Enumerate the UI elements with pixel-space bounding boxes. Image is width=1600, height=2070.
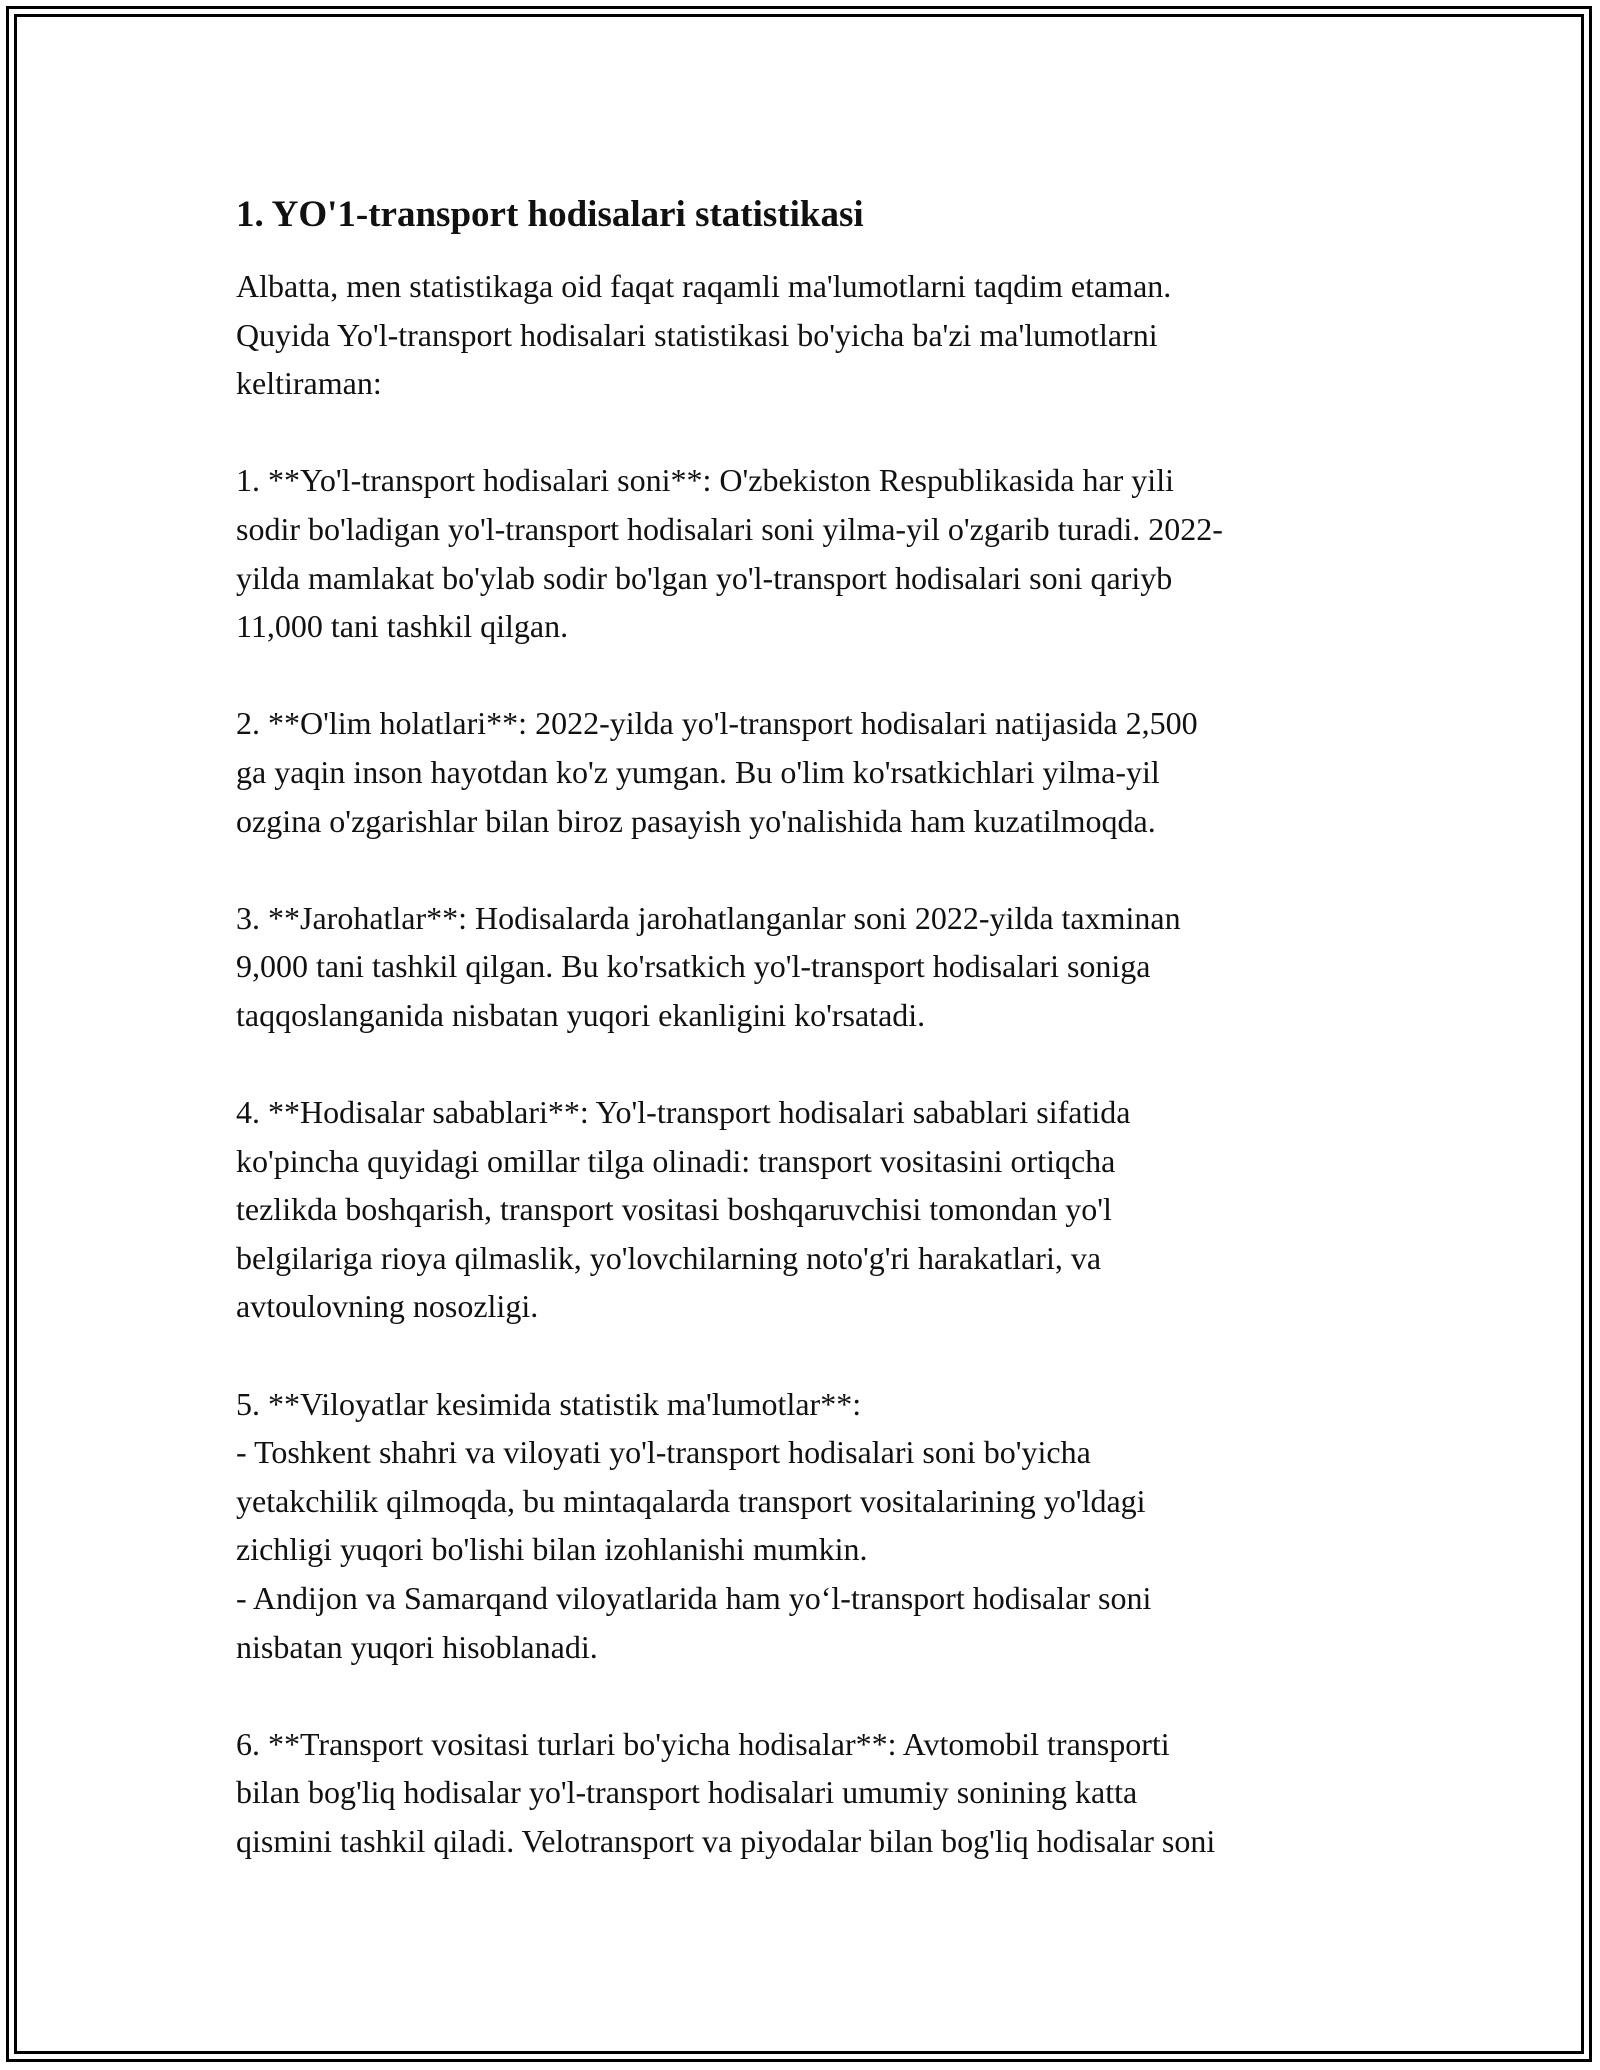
paragraph-item-6: 6. **Transport vositasi turlari bo'yicha hodisalar**: Avtomobil transporti bilan bog'liq hodisalar yo'l-transport hodisalari umumiy sonining katta qismini tashkil qiladi. Velotransport va piyodalar bilan bog'liq hodisalar soni [236, 1725, 1216, 1859]
document-title: 1. YO'1-transport hodisalari statistikasi [236, 194, 864, 235]
paragraph-item-1: 1. **Yo'l-transport hodisalari soni**: O'zbekiston Respublikasida har yili sodir bo'ladigan yo'l-transport hodisalari soni yilma-yil o'zgarib turadi. 2022- yilda mamlakat bo'ylab sodir bo'lgan yo'l-transport hodisalari soni qariyb 11,000 tani tashkil qilgan. [236, 462, 1223, 645]
paragraph-gap [236, 1671, 1386, 1720]
paragraph-item-4: 4. **Hodisalar sabablari**: Yo'l-transport hodisalari sabablari sifatida ko'pincha quyidagi omillar tilga olinadi: transport vositasini ortiqcha tezlikda boshqarish, transport vositasi boshqaruvchisi tomondan yo'l belgilariga rioya qilmaslik, yo'lovchilarning noto'g'ri harakatlari, va avtoulovning nosozligi. [236, 1094, 1131, 1325]
paragraph-gap [236, 651, 1386, 700]
paragraph-item-5: 5. **Viloyatlar kesimida statistik ma'lumotlar**: - Toshkent shahri va viloyati yo'l-transport hodisalari soni bo'yicha yetakchilik qilmoqda, bu mintaqalarda transport vositalarining yo'ldagi zichligi yuqori bo'lishi bilan izohlanishi mumkin. - Andijon va Samarqand viloyatlarida ham yo‘l-transport hodisalar soni nisbatan yuqori hisoblanadi. [236, 1385, 1152, 1665]
paragraph-gap [236, 408, 1386, 457]
paragraph-item-2: 2. **O'lim holatlari**: 2022-yilda yo'l-transport hodisalari natijasida 2,500 ga yaqin inson hayotdan ko'z yumgan. Bu o'lim ko'rsatkichlari yilma-yil ozgina o'zgarishlar bilan biroz pasayish yo'nalishida ham kuzatilmoqda. [236, 705, 1198, 839]
paragraph-item-3: 3. **Jarohatlar**: Hodisalarda jarohatlanganlar soni 2022-yilda taxminan 9,000 tani tashkil qilgan. Bu ko'rsatkich yo'l-transport hodisalari soniga taqqoslanganida nisbatan yuqori ekanligini ko'rsatadi. [236, 899, 1181, 1033]
paragraph-gap [236, 1040, 1386, 1089]
paragraph-gap [236, 845, 1386, 894]
document-body [236, 190, 1386, 1866]
paragraph-intro: Albatta, men statistikaga oid faqat raqamli ma'lumotlarni taqdim etaman. Quyida Yo'l-transport hodisalari statistikasi bo'yicha ba'zi ma'lumotlarni keltiraman: [236, 268, 1172, 402]
paragraph-gap [236, 1331, 1386, 1380]
